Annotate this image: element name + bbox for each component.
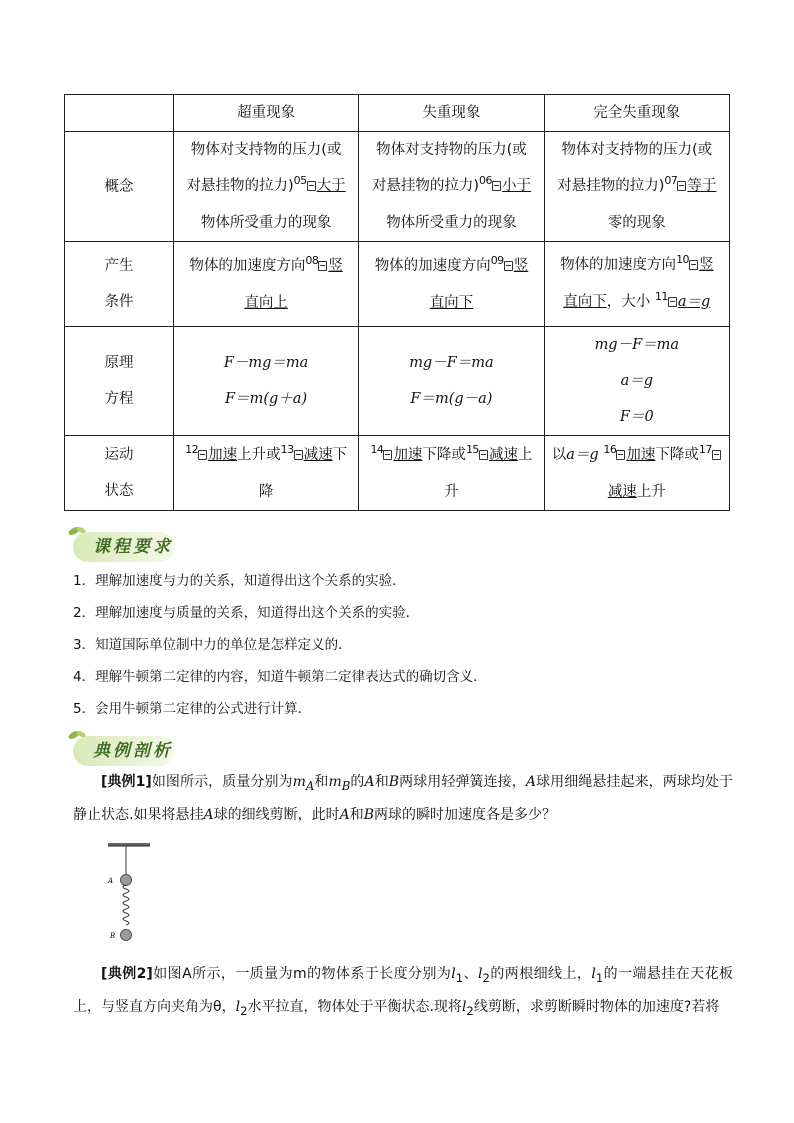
equation-cell-overweight: F－mg＝ma F＝m(g＋a): [173, 327, 358, 436]
requirement-item: 3．知道国际单位制中力的单位是怎样定义的．: [73, 637, 352, 653]
example-tag: [典例2]: [101, 966, 153, 982]
header-overweight: 超重现象: [173, 95, 358, 132]
answer-blank: 小于: [502, 178, 532, 194]
blank-marker-icon: [198, 450, 207, 460]
table-row-equation: [65, 327, 730, 436]
blank-marker-icon: [492, 181, 501, 191]
blank-number: 05: [293, 174, 307, 187]
label-b: B: [110, 932, 116, 940]
row-label-concept: 概念: [65, 132, 174, 242]
row-label-motion: 运动 状态: [65, 436, 174, 511]
answer-blank: 等于: [687, 178, 717, 194]
blank-number: 13: [280, 442, 294, 456]
blank-number: 14: [370, 442, 384, 456]
answer-blank: 竖: [699, 257, 714, 273]
concept-cell-overweight: 物体对支持物的压力(或 对悬挂物的拉力)$^{05}$ 大于 物体所受重力的现象: [173, 132, 358, 242]
equation-cell-weightless: mg－F＝ma F＝m(g－a): [359, 327, 544, 436]
answer-blank: 减速: [607, 483, 637, 500]
blank-number: 11: [654, 290, 668, 303]
section-banner-examples: 典例剖析: [73, 736, 175, 766]
requirement-item: 5．会用牛顿第二定律的公式进行计算．: [73, 701, 312, 717]
ball-a: [121, 875, 132, 886]
motion-cell-complete: 以a＝g $^{16}$ 加速下降或$^{17}$ 减速上升: [544, 436, 729, 511]
answer-blank: 加速: [626, 446, 656, 463]
requirement-item: 4．理解牛顿第二定律的内容，知道牛顿第二定律表达式的确切含义．: [73, 669, 487, 685]
row-label-equation: 原理 方程: [65, 327, 174, 436]
condition-cell-complete: 物体的加速度方向$^{10}$ 竖 直向下，大小 $^{11}$ a＝g: [544, 242, 729, 327]
leaf-icon: [67, 523, 89, 539]
answer-blank: 直向下: [429, 294, 474, 311]
row-label-condition: 产生 条件: [65, 242, 174, 327]
blank-marker-icon: [677, 181, 686, 191]
spring-balls-figure: [100, 842, 160, 942]
blank-number: 08: [305, 253, 319, 267]
blank-number: 06: [479, 174, 493, 187]
blank-number: 09: [490, 253, 504, 267]
blank-number: 16: [603, 442, 617, 456]
leaf-icon: [67, 727, 89, 743]
header-weightless: 失重现象: [359, 95, 544, 132]
concept-cell-weightless: 物体对支持物的压力(或 对悬挂物的拉力)$^{06}$ 小于 物体所受重力的现象: [359, 132, 544, 242]
answer-blank: 竖: [513, 257, 529, 274]
answer-blank: 直向下: [563, 294, 607, 310]
motion-cell-weightless: $^{14}$ 加速下降或$^{15}$ 减速上 升: [359, 436, 544, 511]
header-complete-weightless: 完全失重现象: [544, 95, 729, 132]
table-header-row: [65, 95, 730, 132]
blank-number: 15: [465, 442, 479, 456]
weightlessness-table: [64, 94, 730, 511]
header-empty: [65, 95, 174, 132]
condition-cell-weightless: 物体的加速度方向$^{09}$ 竖 直向下: [359, 242, 544, 327]
example-2-paragraph: [典例2]如图A所示，一质量为m的物体系于长度分别为$l_1$、$l_2$的两根细线上，$l_1$的一端悬挂在天花板上，与竖直方向夹角为θ，$l_2$水平拉直，物体处于平衡状态.现将$l_2$线剪断，求剪断瞬时物体的加速度?若将: [73, 966, 734, 1018]
blank-number: 10: [676, 253, 690, 266]
requirement-item: 1．理解加速度与力的关系，知道得出这个关系的实验．: [73, 573, 406, 589]
answer-blank: 减速: [303, 446, 333, 463]
blank-marker-icon: [307, 181, 316, 191]
equation-cell-complete: mg－F＝ma a＝g F＝0: [544, 327, 729, 436]
answer-blank: 加速: [393, 446, 423, 463]
ball-b: [121, 930, 132, 941]
answer-blank: 竖: [328, 257, 343, 274]
blank-marker-icon: [318, 261, 327, 271]
example-tag: [典例1]: [101, 774, 152, 790]
motion-cell-overweight: $^{12}$ 加速上升或$^{13}$ 减速下 降: [173, 436, 358, 511]
blank-marker-icon: [479, 450, 488, 460]
blank-marker-icon: [712, 450, 721, 460]
blank-marker-icon: [689, 260, 698, 270]
blank-marker-icon: [668, 297, 677, 307]
table-row-condition: [65, 242, 730, 327]
table-row-concept: [65, 132, 730, 242]
answer-blank: 大于: [316, 178, 346, 194]
requirement-item: 2．理解加速度与质量的关系，知道得出这个关系的实验．: [73, 605, 420, 621]
spring: [123, 885, 129, 925]
blank-number: 07: [664, 174, 678, 187]
section-banner-requirements: 课程要求: [73, 532, 175, 562]
condition-cell-overweight: 物体的加速度方向$^{08}$ 竖 直向上: [173, 242, 358, 327]
blank-number: 17: [698, 442, 712, 456]
concept-cell-complete: 物体对支持物的压力(或 对悬挂物的拉力)$^{07}$ 等于 零的现象: [544, 132, 729, 242]
blank-marker-icon: [616, 450, 625, 460]
label-a: A: [108, 877, 114, 885]
answer-blank: 加速: [208, 446, 238, 463]
blank-marker-icon: [383, 450, 392, 460]
answer-blank: 减速: [488, 446, 518, 463]
blank-marker-icon: [504, 261, 513, 271]
answer-blank: 直向上: [244, 294, 288, 311]
blank-number: 12: [185, 442, 199, 456]
blank-marker-icon: [294, 450, 303, 460]
example-1-paragraph: [典例1]如图所示，质量分别为$m_A$和$m_B$的A和B两球用轻弹簧连接，A球用细绳悬挂起来，两球均处于静止状态.如果将悬挂A球的细线剪断，此时A和B两球的瞬时加速度各是多少？: [73, 774, 734, 823]
answer-blank: a＝g: [677, 294, 711, 310]
table-row-motion: [65, 436, 730, 511]
